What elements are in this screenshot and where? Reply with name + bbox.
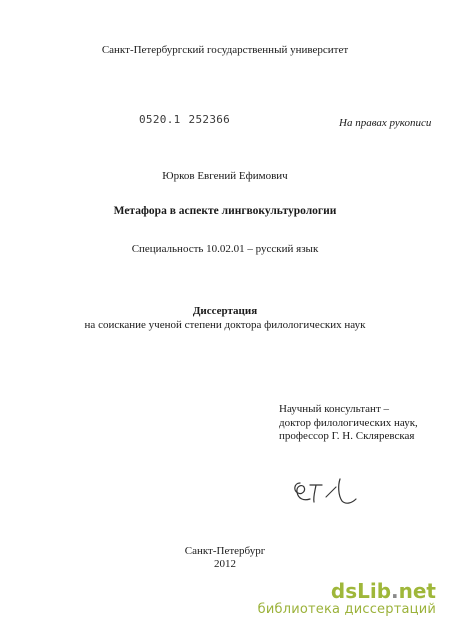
advisor-line-1: Научный консультант – [279,403,389,415]
watermark-logo-dot: . [391,579,399,603]
manuscript-note: На правах рукописи [339,117,432,129]
dissertation-title: Метафора в аспекте лингвокультурологии [113,205,337,217]
watermark-subtitle: библиотека диссертаций [257,602,436,617]
document-type: Диссертация [192,305,258,317]
dslib-watermark [258,580,436,617]
university-name: Санкт-Петербургский государственный университет [101,44,349,56]
year: 2012 [214,558,236,570]
author-name: Юрков Евгений Ефимович [162,170,288,182]
scientific-advisor-block [279,403,418,444]
stamp-number: 252366 [188,113,231,126]
watermark-logo [258,580,436,602]
archive-stamp [139,113,230,126]
degree-line: на соискание ученой степени доктора филологических наук [84,319,366,331]
watermark-logo-tld: net [398,579,436,603]
watermark-logo-main: dsLib [330,579,392,603]
city: Санкт-Петербург [184,545,266,557]
handwritten-signature [290,475,360,507]
specialty-line: Специальность 10.02.01 – русский язык [131,243,319,255]
stamp-code: 0520.1 [139,113,181,126]
advisor-line-2: доктор филологических наук, [279,416,418,429]
advisor-line-3: профессор Г. Н. Скляревская [279,430,415,442]
